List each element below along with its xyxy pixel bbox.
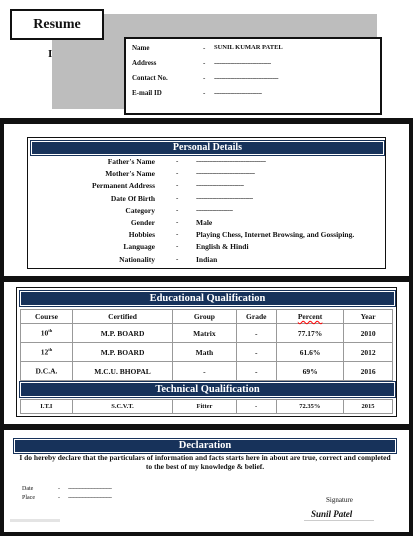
personal-label: Father's Name [107, 157, 155, 166]
personal-value: -------------------------------------- [196, 157, 266, 165]
table-row [21, 324, 393, 343]
personal-value: Indian [196, 254, 218, 264]
technical-title: Technical Qualification [155, 384, 260, 395]
contact-dash: - [203, 89, 206, 97]
personal-value: ------------------------------- [196, 193, 253, 202]
education-table [20, 309, 393, 381]
signature-label: Signature [326, 496, 353, 504]
percent-cell: 69% [276, 362, 343, 381]
course-cell: I.T.I [21, 400, 73, 414]
personal-sep: - [176, 193, 179, 202]
contact-dash: - [203, 74, 206, 82]
section-divider [0, 118, 413, 124]
footer-faint-mark [10, 519, 60, 522]
section-divider [0, 276, 413, 282]
table-row [21, 400, 393, 414]
date-value: ----------------------------- [68, 486, 112, 492]
contact-value: ------------------------------- [214, 59, 271, 67]
grade-cell: - [236, 343, 276, 362]
personal-sep: - [176, 169, 179, 178]
grade-cell: - [236, 400, 276, 414]
grade-cell: - [236, 324, 276, 343]
column-header: Group [173, 310, 236, 324]
personal-value: -------------------- [196, 205, 233, 214]
column-header: Certified [72, 310, 172, 324]
personal-value: Playing Chess, Internet Browsing, and Gossiping. [196, 230, 355, 240]
contact-dash: - [203, 59, 206, 67]
contact-row-address [132, 59, 376, 74]
declaration-title: Declaration [178, 440, 232, 451]
personal-row [28, 157, 385, 169]
personal-sep: - [176, 230, 179, 239]
declaration-heading [14, 439, 396, 453]
personal-sep: - [176, 254, 179, 263]
education-header-row [21, 310, 393, 324]
personal-row [28, 255, 385, 267]
place-dash: - [58, 495, 60, 501]
contact-row-name [132, 44, 376, 59]
date-row [22, 486, 162, 495]
group-cell: Matrix [173, 324, 236, 343]
personal-row [28, 169, 385, 181]
personal-row [28, 194, 385, 206]
certified-cell: S.C.V.T. [72, 400, 172, 414]
personal-value: English & Hindi [196, 242, 249, 252]
contact-label: Contact No. [132, 74, 168, 82]
signature-underline [304, 520, 374, 521]
group-cell: - [173, 362, 236, 381]
course-cell: 10th [21, 324, 73, 343]
personal-details-title: Personal Details [172, 142, 243, 153]
personal-sep: - [176, 205, 179, 214]
personal-details-box [27, 137, 386, 269]
personal-details-heading [31, 141, 384, 155]
certified-cell: M.P. BOARD [72, 343, 172, 362]
place-row [22, 495, 162, 504]
personal-label: Category [125, 205, 155, 215]
page-bottom-border [0, 532, 413, 536]
personal-label: Language [123, 242, 155, 252]
signature-name: Sunil Patel [311, 509, 353, 519]
year-cell: 2015 [344, 400, 393, 414]
column-header: Year [344, 310, 393, 324]
personal-value: -------------------------------- [196, 169, 255, 178]
table-row [21, 343, 393, 362]
personal-details-list [28, 157, 385, 267]
place-value: ----------------------------- [68, 495, 112, 501]
education-title: Educational Qualification [149, 293, 266, 304]
technical-table [20, 399, 393, 414]
personal-label: Hobbies [128, 230, 155, 240]
certified-cell: M.C.U. BHOPAL [72, 362, 172, 381]
declaration-section [4, 430, 409, 532]
contact-label: E-mail ID [132, 89, 162, 97]
text-cursor: I [48, 48, 53, 60]
column-header: Course [21, 310, 73, 324]
personal-label: Date Of Birth [110, 193, 155, 203]
date-label: Date [22, 486, 34, 492]
contact-row-phone [132, 74, 376, 89]
place-label: Place [22, 495, 35, 501]
contact-list [132, 44, 376, 104]
contact-value: -------------------------- [214, 89, 262, 97]
personal-value: Male [196, 217, 213, 227]
contact-dash: - [203, 44, 206, 52]
page-right-border [409, 118, 413, 536]
year-cell: 2012 [344, 343, 393, 362]
technical-heading [20, 382, 395, 397]
education-box [16, 287, 397, 417]
personal-label: Gender [130, 217, 155, 227]
resume-title: Resume [33, 17, 81, 32]
personal-label: Mother's Name [105, 169, 155, 179]
grade-cell: - [236, 362, 276, 381]
percent-cell: 77.17% [276, 324, 343, 343]
group-cell: Fitter [173, 400, 236, 414]
contact-box [124, 37, 382, 115]
personal-value: -------------------------- [196, 181, 244, 190]
year-cell: 2016 [344, 362, 393, 381]
year-cell: 2010 [344, 324, 393, 343]
personal-sep: - [176, 217, 179, 226]
personal-row [28, 230, 385, 242]
contact-value: SUNIL KUMAR PATEL [214, 44, 283, 51]
personal-row [28, 218, 385, 230]
certified-cell: M.P. BOARD [72, 324, 172, 343]
personal-row [28, 181, 385, 193]
personal-label: Nationality [119, 254, 155, 264]
education-heading [20, 291, 395, 306]
personal-sep: - [176, 157, 179, 165]
percent-cell: 61.6% [276, 343, 343, 362]
course-cell: 12th [21, 343, 73, 362]
personal-label: Permanent Address [92, 181, 155, 191]
personal-sep: - [176, 181, 179, 190]
percent-cell: 72.35% [276, 400, 344, 414]
date-dash: - [58, 486, 60, 492]
contact-row-email [132, 89, 376, 104]
contact-label: Address [132, 59, 157, 67]
declaration-text: I do hereby declare that the particulars of information and facts starts here in about are true, correct and completed to the best of my knowledge & belief. [19, 453, 391, 471]
personal-row [28, 206, 385, 218]
group-cell: Math [173, 343, 236, 362]
column-header: Percent [276, 310, 343, 324]
contact-value: ----------------------------------- [214, 74, 279, 82]
column-header: Grade [236, 310, 276, 324]
course-cell: D.C.A. [21, 362, 73, 381]
personal-sep: - [176, 242, 179, 251]
personal-row [28, 242, 385, 254]
table-row [21, 362, 393, 381]
contact-label: Name [132, 44, 150, 52]
resume-title-box [10, 9, 104, 40]
